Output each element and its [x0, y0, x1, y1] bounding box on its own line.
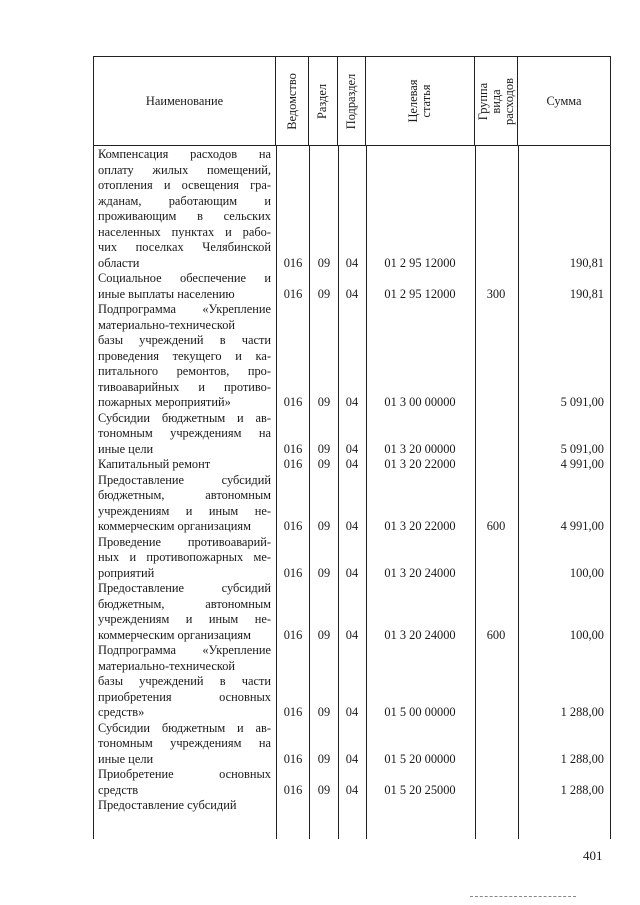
row-razdel: 09: [317, 782, 331, 797]
header-gruppa-cell: [475, 57, 518, 145]
row-ved: 016: [283, 565, 303, 580]
row-summa: 190,81: [569, 286, 604, 301]
row-ved: 016: [283, 286, 303, 301]
header-ved: Ведомство: [284, 72, 299, 130]
row-name-line: тивоаварийных и противо-: [98, 379, 271, 394]
row-name-line: Подпрограмма «Укрепление: [98, 643, 271, 657]
row-name-line: коммерческим организациям: [98, 627, 251, 642]
row-name-line: Предоставление субсидий: [98, 798, 237, 812]
row-name-line: проживающим в сельских: [98, 209, 271, 223]
row-celevaya: 01 5 00 00000: [384, 705, 456, 719]
row-razdel: 09: [317, 705, 331, 719]
row-name: [98, 535, 271, 582]
row-ved: 016: [283, 751, 303, 766]
row-name-line: иные выплаты населению: [98, 286, 235, 301]
row-name-line: бюджетным, автономным: [98, 488, 271, 502]
row-name-line: иные цели: [98, 441, 154, 456]
row-podrazdel: 04: [345, 565, 359, 580]
budget-table: [93, 56, 611, 839]
row-ved: 016: [283, 395, 303, 409]
header-name-cell: [94, 57, 276, 145]
row-celevaya: 01 5 20 25000: [384, 782, 456, 797]
table-row: [94, 271, 610, 302]
row-celevaya: 01 2 95 12000: [384, 286, 456, 301]
row-name-line: проведения текущего и ка-: [98, 348, 271, 363]
row-razdel: 09: [317, 519, 331, 533]
row-podrazdel: 04: [345, 519, 359, 533]
row-celevaya: 01 3 20 00000: [384, 441, 456, 456]
row-ved: 016: [283, 519, 303, 533]
row-name-line: базы учреждений в части: [98, 674, 271, 688]
row-name-line: оплату жилых помещений,: [98, 162, 271, 177]
row-podrazdel: 04: [345, 751, 359, 766]
page-number: 401: [583, 848, 603, 863]
row-ved: 016: [283, 627, 303, 642]
row-name-line: Подпрограмма «Укрепление: [98, 302, 271, 316]
row-ved: 016: [283, 457, 303, 471]
header-summa-cell: [518, 57, 610, 145]
row-name: [98, 643, 271, 721]
row-ved: 016: [283, 441, 303, 456]
row-name-line: средств»: [98, 705, 145, 719]
header-ved-cell: [276, 57, 309, 145]
row-name-line: учреждениям и иным не-: [98, 503, 271, 518]
row-name-line: учреждениям и иным не-: [98, 612, 271, 626]
row-name-line: коммерческим организациям: [98, 519, 251, 533]
row-name-line: роприятий: [98, 565, 155, 580]
row-summa: 5 091,00: [560, 441, 604, 456]
table-row: [94, 535, 610, 582]
row-name: [98, 271, 271, 302]
row-name: [98, 411, 271, 458]
row-name-line: иные цели: [98, 751, 154, 766]
row-name-line: Предоставление субсидий: [98, 472, 271, 487]
row-razdel: 09: [317, 751, 331, 766]
row-summa: 4 991,00: [560, 457, 604, 471]
table-row: [94, 473, 610, 535]
header-razdel-cell: [309, 57, 338, 145]
table-body: [94, 145, 610, 839]
row-name-line: приобретения основных: [98, 689, 271, 704]
row-razdel: 09: [317, 457, 331, 471]
row-celevaya: 01 3 20 22000: [384, 457, 456, 471]
row-name-line: тономным учреждениям на: [98, 736, 271, 750]
row-summa: 100,00: [569, 565, 604, 580]
row-name-line: области: [98, 255, 140, 270]
row-summa: 1 288,00: [560, 782, 604, 797]
table-row: [94, 721, 610, 768]
row-podrazdel: 04: [345, 705, 359, 719]
row-razdel: 09: [317, 395, 331, 409]
table-row: [94, 302, 610, 411]
header-celevaya-cell: [366, 57, 475, 145]
row-name-line: Субсидии бюджетным и ав-: [98, 410, 271, 425]
row-razdel: 09: [317, 255, 331, 270]
row-summa: 1 288,00: [560, 705, 604, 719]
header-podrazdel-cell: [338, 57, 366, 145]
header-name: Наименование: [145, 93, 224, 108]
row-summa: 1 288,00: [560, 751, 604, 766]
row-summa: 5 091,00: [560, 395, 604, 409]
header-razdel: Раздел: [315, 83, 330, 119]
row-name: [98, 581, 271, 643]
row-celevaya: 01 3 20 24000: [384, 627, 456, 642]
row-name-line: ных и противопожарных ме-: [98, 550, 271, 564]
row-celevaya: 01 3 20 22000: [384, 519, 456, 533]
row-podrazdel: 04: [345, 255, 359, 270]
header-summa: Сумма: [546, 93, 582, 108]
row-gruppa: 300: [486, 286, 506, 301]
row-name: [98, 798, 271, 814]
row-name-line: отопления и освещения гра-: [98, 178, 271, 192]
table-row: [94, 457, 610, 473]
row-celevaya: 01 2 95 12000: [384, 255, 456, 270]
footer-rule: [470, 896, 576, 897]
row-name-line: населенных пунктах и рабо-: [98, 224, 271, 239]
row-razdel: 09: [317, 441, 331, 456]
table-header: [94, 57, 610, 146]
row-name-line: Компенсация расходов на: [98, 147, 271, 161]
row-podrazdel: 04: [345, 457, 359, 471]
row-name-line: питального ремонтов, про-: [98, 364, 271, 378]
row-ved: 016: [283, 705, 303, 719]
row-podrazdel: 04: [345, 782, 359, 797]
row-name-line: материально-технической: [98, 317, 236, 332]
row-razdel: 09: [317, 627, 331, 642]
row-name: [98, 473, 271, 535]
table-row: [94, 767, 610, 798]
row-name-line: бюджетным, автономным: [98, 596, 271, 611]
row-name-line: Проведение противоаварий-: [98, 534, 271, 549]
row-podrazdel: 04: [345, 286, 359, 301]
row-podrazdel: 04: [345, 395, 359, 409]
row-summa: 190,81: [569, 255, 604, 270]
header-podrazdel: Подраздел: [344, 73, 359, 129]
row-podrazdel: 04: [345, 441, 359, 456]
row-name-line: Субсидии бюджетным и ав-: [98, 720, 271, 735]
row-name-line: средств: [98, 782, 139, 797]
row-razdel: 09: [317, 286, 331, 301]
row-name-line: пожарных мероприятий»: [98, 395, 231, 409]
row-celevaya: 01 3 00 00000: [384, 395, 456, 409]
row-summa: 4 991,00: [560, 519, 604, 533]
row-name: [98, 721, 271, 768]
table-row: [94, 798, 610, 814]
row-name-line: жданам, работающим и: [98, 193, 271, 208]
row-name: [98, 147, 271, 271]
row-ved: 016: [283, 782, 303, 797]
table-row: [94, 411, 610, 458]
row-name-line: тономным учреждениям на: [98, 426, 271, 440]
header-celevaya: Целевая статья: [406, 79, 433, 123]
row-podrazdel: 04: [345, 627, 359, 642]
row-name-line: Капитальный ремонт: [98, 457, 211, 471]
row-name: [98, 457, 271, 473]
table-row: [94, 147, 610, 271]
row-name-line: базы учреждений в части: [98, 333, 271, 347]
row-name-line: Социальное обеспечение и: [98, 271, 271, 285]
table-row: [94, 581, 610, 643]
row-razdel: 09: [317, 565, 331, 580]
row-summa: 100,00: [569, 627, 604, 642]
row-gruppa: 600: [486, 627, 506, 642]
row-name-line: материально-технической: [98, 658, 236, 673]
row-celevaya: 01 3 20 24000: [384, 565, 456, 580]
row-ved: 016: [283, 255, 303, 270]
row-name: [98, 302, 271, 411]
row-name-line: Приобретение основных: [98, 767, 271, 781]
row-gruppa: 600: [486, 519, 506, 533]
table-row: [94, 643, 610, 721]
row-name-line: чих поселках Челябинской: [98, 240, 271, 254]
row-celevaya: 01 5 20 00000: [384, 751, 456, 766]
row-name-line: Предоставление субсидий: [98, 581, 271, 595]
row-name: [98, 767, 271, 798]
header-gruppa: Группа вида расходов: [475, 77, 516, 125]
